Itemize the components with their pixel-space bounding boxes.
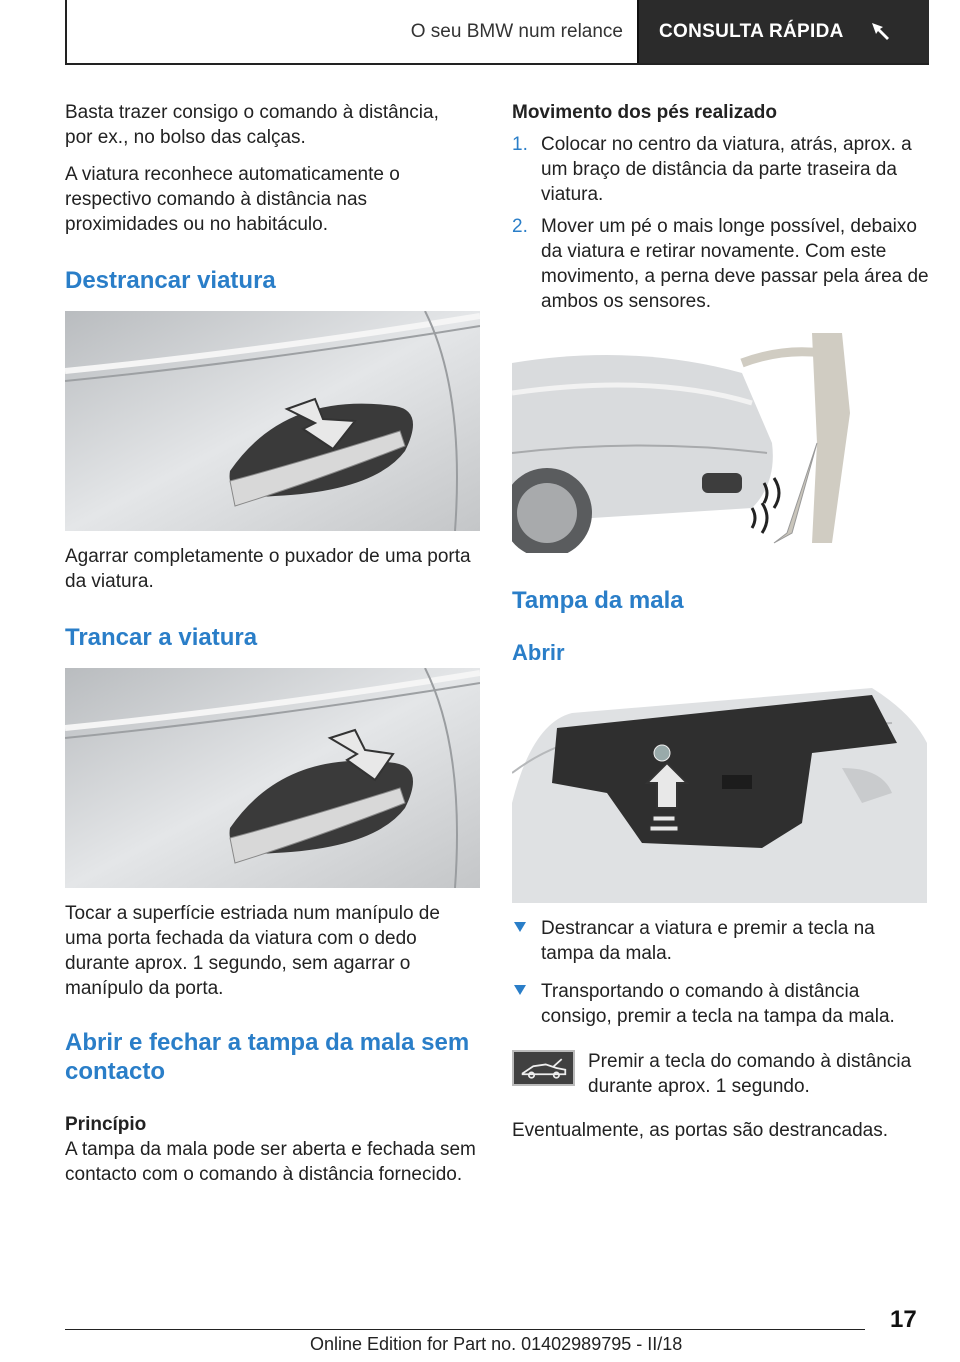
open-heading: Abrir [512,640,565,665]
lock-heading: Trancar a viatura [65,624,258,651]
movement-heading: Movimento dos pés realizado [512,102,777,123]
left-column [65,100,483,1187]
principle-heading: Princípio [65,1114,147,1135]
remote-note [512,1049,930,1099]
door-handle-unlock-figure [65,311,480,531]
bullet-item: Transportando o comando à distância consigo, premir a tecla na tampa da mala. [512,979,930,1029]
intro-paragraph-2: A viatura reconhece automaticamente o respectivo comando à distância nas proximidades ou no habitáculo. [65,164,400,235]
step-item: 2. Mover um pé o mais longe possível, debaixo da viatura e retirar novamente. Com este movimento, a perna deve passar pela área de ambos os sensores. [512,216,929,312]
triangle-bullet-icon [514,922,526,932]
page-number: 17 [890,1306,917,1333]
chapter-label: CONSULTA RÁPIDA [659,20,844,42]
footer-divider [65,1329,865,1330]
note-text: Premir a tecla do comando à distância durante aprox. 1 segundo. [588,1051,912,1097]
page-header [65,0,929,65]
open-bullets [512,916,930,1029]
trunk-heading: Tampa da mala [512,587,684,614]
car-trunk-open-icon [512,1050,575,1086]
intro-paragraph-1: Basta trazer consigo o comando à distância, por ex., no bolso das calças. [65,102,439,148]
final-text: Eventualmente, as portas são destrancadas. [512,1120,889,1141]
foot-sensor-figure [512,333,867,553]
pointer-icon [870,21,892,43]
unlock-text: Agarrar completamente o puxador de uma porta da viatura. [65,546,471,592]
contactless-heading: Abrir e fechar a tampa da mala sem contacto [65,1029,470,1085]
step-item: 1. Colocar no centro da viatura, atrás, aprox. a um braço de distância da parte traseira da viatura. [512,134,912,205]
bullet-item: Destrancar a viatura e premir a tecla na tampa da mala. [512,916,930,966]
right-column [512,100,930,1143]
triangle-bullet-icon [514,985,526,995]
principle-text: A tampa da mala pode ser aberta e fechada sem contacto com o comando à distância fornecido. [65,1139,476,1185]
section-label: O seu BMW num relance [410,20,623,42]
chapter-tab [637,0,929,63]
lock-text: Tocar a superfície estriada num manípulo de uma porta fechada da viatura com o dedo durante aprox. 1 segundo, sem agarrar o manípulo da porta. [65,903,440,999]
door-handle-lock-figure [65,668,480,888]
unlock-heading: Destrancar viatura [65,267,276,294]
edition-note: Online Edition for Part no. 01402989795 - II/18 [310,1334,683,1354]
trunk-lid-figure [512,683,927,903]
movement-steps [512,132,930,314]
